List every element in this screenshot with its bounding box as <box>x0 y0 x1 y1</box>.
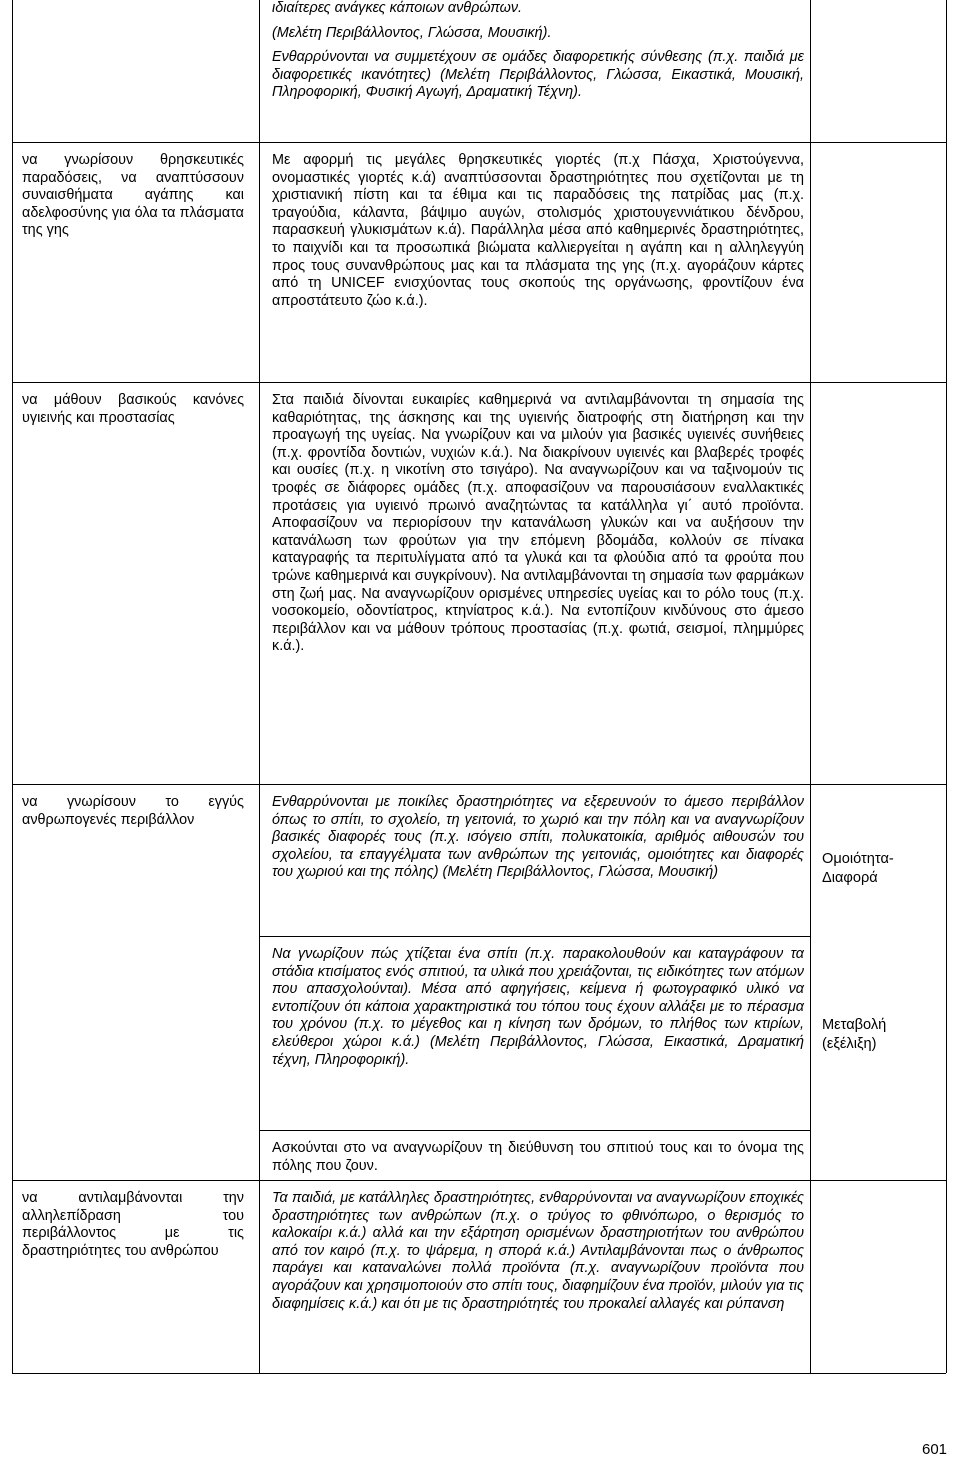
activity-explore-environment: Ενθαρρύνονται με ποικίλες δραστηριότητες να εξερευνούν το άμεσο περιβάλλον όπως το σπίτι, το σχολείο, τη γειτονιά, το χωριό και την πόλη και να αναγνωρίζουν βασικές διαφορές τους (π.χ. ισόγειο σπίτι, πολυκατοικία, αριθμός αιθουσών του σχολείου, τα επαγγέλματα των ανθρώπων της γειτονιάς, ομοιότητες και διαφορές του χωριού και της πόλης) (Μελέτη Περιβάλλοντος, Γλώσσα, Μουσική) <box>272 794 804 881</box>
column-divider-2 <box>810 0 811 1373</box>
objective-health-rules: να μάθουν βασικούς κανόνες υγιεινής και προστασίας <box>22 392 244 426</box>
row-divider <box>12 784 946 785</box>
table-border-left <box>12 0 13 1373</box>
row-divider <box>12 1180 946 1181</box>
objective-religious-traditions: να γνωρίσουν θρησκευτικές παραδόσεις, να αναπτύσσουν συναισθήματα αγάπης και αδελφοσύνης για όλα τα πλάσματα της γης <box>22 152 244 239</box>
table-border-right <box>946 0 947 1373</box>
activity-fragment-3: Ενθαρρύνονται να συμμετέχουν σε ομάδες διαφορετικής σύνθεσης (π.χ. παιδιά με διαφορετικές ικανότητες) (Μελέτη Περιβάλλοντος, Γλώσσα, Εικαστικά, Μουσική, Πληροφορική, Φυσική Αγωγή, Δραματική Τέχνη). <box>272 49 804 101</box>
activity-house-building: Να γνωρίζουν πώς χτίζεται ένα σπίτι (π.χ. παρακολουθούν και καταγράφουν τα στάδια κτισίματος ενός σπιτιού, τα υλικά που χρειάζονται, τις ειδικότητες των ατόμων που απασχολούνται). Μέσα από αφηγήσεις, κείμενα ή φωτογραφικό υλικό να εντοπίζουν ότι κάποια χαρακτηριστικά του τόπου τους έχουν αλλάξει με το πέρασμα του χρόνου (π.χ. το μέγεθος και η κίνηση των δρόμων, το πλήθος των κτιρίων, ελεύθεροι χώροι κ.ά.) (Μελέτη Περιβάλλοντος, Γλώσσα, Εικαστικά, Δραματική τέχνη, Πληροφορική). <box>272 946 804 1068</box>
concept-similarity-difference: Ομοιότητα-Διαφορά <box>822 851 894 886</box>
page-number: 601 <box>922 1441 948 1458</box>
activity-fragment-1: ιδιαίτερες ανάγκες κάποιων ανθρώπων. <box>272 0 523 16</box>
column-divider-1 <box>259 0 260 1373</box>
activity-religious-holidays: Με αφορμή τις μεγάλες θρησκευτικές γιορτές (π.χ Πάσχα, Χριστούγεννα, ονομαστικές γιορτές κ.ά) αναπτύσσονται δραστηριότητες που σχετίζονται με τη χριστιανική πίστη και τα έθιμα και τις παραδόσεις της πατρίδας μας (π.χ. τραγούδια, κάλαντα, βάψιμο αυγών, στολισμός χριστουγεννιάτικου δένδρου, παρασκευή γλυκισμάτων κ.ά). Παράλληλα μέσα από καθημερινές δραστηριότητες, το παιχνίδι και τα προσωπικά βιώματα καλλιεργείται η αγάπη και η αλληλεγγύη προς τους συνανθρώπους μας και τα πλάσματα της γης (π.χ. αγοράζουν κάρτες από τη UNICEF ενισχύοντας τους σκοπούς της οργάνωσης, φροντίζουν ένα απροστάτευτο ζώο κ.ά.). <box>272 152 804 309</box>
activity-seasonal-activities: Τα παιδιά, με κατάλληλες δραστηριότητες, ενθαρρύνονται να αναγνωρίζουν εποχικές δραστηριότητες των ανθρώπων (π.χ. ο τρύγος το φθινόπωρο, ο θερισμός το καλοκαίρι κ.ά.) αλλά και την εξάρτηση ορισμένων δραστηριοτήτων του ανθρώπου από τον καιρό (π.χ. το ψάρεμα, η σπορά κ.ά.) Αντιλαμβάνονται πως ο άνθρωπος παράγει και καταναλώνει πολλά προϊόντα (π.χ. αναγνωρίζουν προϊόντα που αγοράζουν και χρησιμοποιούν στο σπίτι τους, διαφημίζουν ένα προϊόν, μιλούν για τις διαφημίσεις κ.ά.) και ότι με τις δραστηριότητές του προκαλεί αλλαγές και ρύπανση <box>272 1190 804 1312</box>
activity-home-address: Ασκούνται στο να αναγνωρίζουν τη διεύθυνση του σπιτιού τους και το όνομα της πόλης που ζουν. <box>272 1140 804 1174</box>
row-divider <box>12 142 946 143</box>
objective-human-environment: να γνωρίσουν το εγγύς ανθρωπογενές περιβάλλον <box>22 794 244 828</box>
row-divider <box>259 936 810 937</box>
row-divider <box>12 382 946 383</box>
objective-human-interaction: να αντιλαμβάνονται την αλληλεπίδραση του περιβάλλοντος με τις δραστηριότητες του ανθρώπου <box>22 1190 244 1259</box>
row-divider <box>259 1130 810 1131</box>
activity-health-hygiene: Στα παιδιά δίνονται ευκαιρίες καθημερινά να αντιλαμβάνονται τη σημασία της καθαριότητας, της άσκησης και της υγιεινής διατροφής στη διατήρηση και την προαγωγή της υγείας. Να γνωρίζουν και να μιλούν για βασικές υγιεινές συνήθειες (π.χ. φροντίδα δοντιών, νυχιών κ.ά.). Να διακρίνουν υγιεινές και βλαβερές τροφές και ουσίες (π.χ. η νικοτίνη στο τσιγάρο). Να αναγνωρίζουν και να ταξινομούν τις τροφές σε διάφορες ομάδες (π.χ. αποφασίζουν να παρουσιάσουν εναλλακτικές προτάσεις για υγιεινό πρωινό αναζητώντας τα κατάλληλα γι΄ αυτό προϊόντα. Αποφασίζουν να περιορίσουν την κατανάλωση γλυκών και να αυξήσουν την κατανάλωση των φρούτων για την επόμενη βδομάδα, κολλούν σε πίνακα καταγραφής τα περιτυλίγματα από τα γλυκά και τα φλούδια από τα φρούτα που τρώνε καθημερινά και συγκρίνουν). Να αντιλαμβάνονται τη σημασία των φαρμάκων στη ζωή μας. Να αναγνωρίζουν ορισμένες υπηρεσίες υγείας και το ρόλο τους (π.χ. νοσοκομείο, οδοντίατρος, κτηνίατρος κ.ά.). Να εντοπίζουν κινδύνους στο άμεσο περιβάλλον και να μάθουν τρόπους προστασίας (π.χ. φωτιά, σεισμοί, πλημμύρες κ.ά.). <box>272 392 804 655</box>
concept-change-evolution: Μεταβολή (εξέλιξη) <box>822 1017 887 1052</box>
activity-cell-top <box>272 0 804 140</box>
activity-fragment-2: (Μελέτη Περιβάλλοντος, Γλώσσα, Μουσική). <box>272 24 552 41</box>
table-border-bottom <box>12 1373 946 1374</box>
